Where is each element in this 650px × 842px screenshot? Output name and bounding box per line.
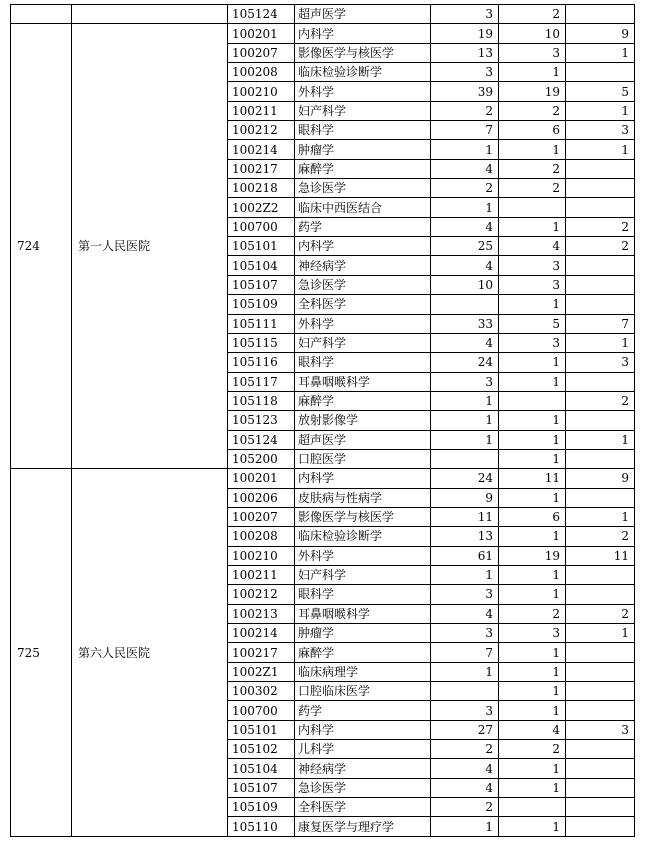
value1-cell: 1 [431,198,499,217]
major-code-cell: 100700 [228,217,295,236]
major-name-cell: 儿科学 [295,740,431,759]
value3-cell: 1 [566,507,635,526]
table-row [11,5,635,24]
value2-cell: 3 [499,256,566,275]
value3-cell: 1 [566,430,635,449]
value2-cell: 1 [499,449,566,468]
major-name-cell: 麻醉学 [295,159,431,178]
major-name-cell: 妇产科学 [295,101,431,120]
major-code-cell: 105117 [228,372,295,391]
major-code-cell: 105102 [228,740,295,759]
value3-cell: 3 [566,720,635,739]
value3-cell: 2 [566,604,635,623]
major-code-cell: 105109 [228,798,295,817]
major-code-cell: 100214 [228,140,295,159]
value3-cell: 2 [566,237,635,256]
major-code-cell: 100700 [228,701,295,720]
major-code-cell: 105101 [228,237,295,256]
value2-cell: 3 [499,624,566,643]
value2-cell: 1 [499,817,566,836]
major-code-cell: 100218 [228,179,295,198]
value1-cell: 10 [431,275,499,294]
value2-cell: 1 [499,662,566,681]
major-name-cell: 麻醉学 [295,391,431,410]
value3-cell [566,701,635,720]
value3-cell: 2 [566,217,635,236]
major-name-cell: 眼科学 [295,585,431,604]
value3-cell: 2 [566,391,635,410]
major-name-cell: 外科学 [295,314,431,333]
value2-cell: 2 [499,179,566,198]
value3-cell: 9 [566,24,635,43]
major-code-cell: 100201 [228,469,295,488]
value3-cell [566,682,635,701]
value2-cell: 1 [499,295,566,314]
value2-cell: 10 [499,24,566,43]
major-code-cell: 105116 [228,353,295,372]
value1-cell: 4 [431,159,499,178]
institution-name-cell: 第六人民医院 [72,469,228,837]
value3-cell [566,798,635,817]
value1-cell: 24 [431,469,499,488]
major-code-cell: 105107 [228,275,295,294]
major-name-cell: 口腔医学 [295,449,431,468]
major-code-cell: 100206 [228,488,295,507]
value3-cell [566,5,635,24]
value3-cell: 9 [566,469,635,488]
major-code-cell: 105107 [228,778,295,797]
major-code-cell: 100208 [228,63,295,82]
value2-cell: 1 [499,217,566,236]
value2-cell: 1 [499,140,566,159]
major-name-cell: 临床检验诊断学 [295,527,431,546]
major-name-cell: 眼科学 [295,121,431,140]
major-name-cell: 妇产科学 [295,565,431,584]
value3-cell: 7 [566,314,635,333]
value1-cell: 19 [431,24,499,43]
value3-cell [566,372,635,391]
value1-cell: 2 [431,798,499,817]
value1-cell: 1 [431,411,499,430]
major-code-cell: 100302 [228,682,295,701]
value3-cell [566,585,635,604]
value2-cell: 1 [499,488,566,507]
value1-cell: 1 [431,817,499,836]
value1-cell: 7 [431,121,499,140]
enrollment-table [10,4,635,837]
major-name-cell: 急诊医学 [295,778,431,797]
value2-cell: 6 [499,121,566,140]
major-name-cell: 眼科学 [295,353,431,372]
value1-cell: 1 [431,662,499,681]
value3-cell [566,295,635,314]
value2-cell: 1 [499,353,566,372]
value1-cell: 2 [431,740,499,759]
value2-cell: 1 [499,701,566,720]
major-code-cell: 105123 [228,411,295,430]
value3-cell: 3 [566,353,635,372]
value1-cell: 3 [431,63,499,82]
table-row [11,469,635,488]
major-name-cell: 肿瘤学 [295,140,431,159]
value2-cell: 6 [499,507,566,526]
major-code-cell: 100207 [228,43,295,62]
value1-cell [431,449,499,468]
value3-cell [566,159,635,178]
value1-cell: 1 [431,565,499,584]
institution-name-cell [72,5,228,24]
value3-cell [566,662,635,681]
major-name-cell: 外科学 [295,546,431,565]
value1-cell: 4 [431,604,499,623]
value1-cell: 24 [431,353,499,372]
value1-cell: 3 [431,585,499,604]
value2-cell: 2 [499,5,566,24]
value2-cell: 1 [499,643,566,662]
major-name-cell: 外科学 [295,82,431,101]
value3-cell: 1 [566,333,635,352]
major-name-cell: 放射影像学 [295,411,431,430]
value3-cell [566,198,635,217]
value1-cell: 13 [431,43,499,62]
value1-cell: 33 [431,314,499,333]
major-code-cell: 105111 [228,314,295,333]
value3-cell [566,759,635,778]
major-name-cell: 神经病学 [295,759,431,778]
major-code-cell: 105124 [228,430,295,449]
value1-cell: 39 [431,82,499,101]
major-name-cell: 药学 [295,701,431,720]
major-name-cell: 临床检验诊断学 [295,63,431,82]
major-code-cell: 100211 [228,565,295,584]
value2-cell: 4 [499,237,566,256]
major-name-cell: 康复医学与理疗学 [295,817,431,836]
table-row [11,24,635,43]
major-name-cell: 口腔临床医学 [295,682,431,701]
value2-cell: 1 [499,63,566,82]
value1-cell [431,295,499,314]
major-name-cell: 临床中西医结合 [295,198,431,217]
value3-cell: 1 [566,101,635,120]
major-name-cell: 耳鼻咽喉科学 [295,604,431,623]
major-code-cell: 100217 [228,159,295,178]
value1-cell: 1 [431,140,499,159]
value1-cell [431,682,499,701]
value2-cell: 2 [499,604,566,623]
major-code-cell: 100212 [228,585,295,604]
major-name-cell: 影像医学与核医学 [295,507,431,526]
value1-cell: 11 [431,507,499,526]
major-code-cell: 100208 [228,527,295,546]
value3-cell [566,275,635,294]
major-name-cell: 皮肤病与性病学 [295,488,431,507]
major-code-cell: 100212 [228,121,295,140]
value3-cell [566,179,635,198]
major-name-cell: 内科学 [295,237,431,256]
value3-cell: 3 [566,121,635,140]
major-code-cell: 105109 [228,295,295,314]
value1-cell: 7 [431,643,499,662]
major-name-cell: 急诊医学 [295,179,431,198]
value1-cell: 4 [431,256,499,275]
value1-cell: 3 [431,701,499,720]
value1-cell: 3 [431,372,499,391]
major-name-cell: 妇产科学 [295,333,431,352]
value1-cell: 3 [431,624,499,643]
value1-cell: 13 [431,527,499,546]
value2-cell: 1 [499,778,566,797]
value2-cell: 3 [499,275,566,294]
major-name-cell: 药学 [295,217,431,236]
value1-cell: 3 [431,5,499,24]
value2-cell: 5 [499,314,566,333]
major-code-cell: 1002Z2 [228,198,295,217]
institution-name-cell: 第一人民医院 [72,24,228,469]
major-code-cell: 100201 [228,24,295,43]
value3-cell [566,488,635,507]
major-name-cell: 内科学 [295,469,431,488]
major-code-cell: 100210 [228,546,295,565]
table-body [11,5,635,837]
value3-cell [566,643,635,662]
major-name-cell: 临床病理学 [295,662,431,681]
major-code-cell: 105200 [228,449,295,468]
value2-cell: 1 [499,759,566,778]
value2-cell: 1 [499,411,566,430]
institution-code-cell [11,5,72,24]
value2-cell: 19 [499,82,566,101]
value2-cell: 1 [499,682,566,701]
value2-cell [499,198,566,217]
major-name-cell: 全科医学 [295,798,431,817]
value3-cell [566,63,635,82]
value2-cell: 1 [499,372,566,391]
value2-cell: 19 [499,546,566,565]
value2-cell [499,798,566,817]
major-code-cell: 105104 [228,759,295,778]
major-code-cell: 105118 [228,391,295,410]
value1-cell: 61 [431,546,499,565]
major-code-cell: 100207 [228,507,295,526]
value3-cell [566,778,635,797]
value2-cell: 1 [499,527,566,546]
major-name-cell: 影像医学与核医学 [295,43,431,62]
institution-code-cell: 724 [11,24,72,469]
major-name-cell: 超声医学 [295,5,431,24]
value1-cell: 4 [431,759,499,778]
major-name-cell: 急诊医学 [295,275,431,294]
major-code-cell: 105104 [228,256,295,275]
value3-cell: 1 [566,624,635,643]
value2-cell: 3 [499,43,566,62]
value3-cell: 2 [566,527,635,546]
major-name-cell: 内科学 [295,24,431,43]
major-name-cell: 全科医学 [295,295,431,314]
major-name-cell: 神经病学 [295,256,431,275]
major-name-cell: 肿瘤学 [295,624,431,643]
value3-cell [566,256,635,275]
value1-cell: 27 [431,720,499,739]
value2-cell: 11 [499,469,566,488]
value3-cell: 1 [566,43,635,62]
major-code-cell: 100213 [228,604,295,623]
value3-cell: 5 [566,82,635,101]
value3-cell: 1 [566,140,635,159]
major-name-cell: 内科学 [295,720,431,739]
value2-cell: 2 [499,159,566,178]
value3-cell [566,817,635,836]
major-name-cell: 超声医学 [295,430,431,449]
major-code-cell: 1002Z1 [228,662,295,681]
major-code-cell: 100217 [228,643,295,662]
major-code-cell: 105124 [228,5,295,24]
major-code-cell: 100214 [228,624,295,643]
value1-cell: 2 [431,101,499,120]
value2-cell: 4 [499,720,566,739]
value2-cell: 3 [499,333,566,352]
value2-cell: 1 [499,585,566,604]
major-name-cell: 耳鼻咽喉科学 [295,372,431,391]
value3-cell: 11 [566,546,635,565]
major-code-cell: 100210 [228,82,295,101]
value2-cell: 1 [499,565,566,584]
value1-cell: 4 [431,333,499,352]
value3-cell [566,565,635,584]
major-code-cell: 105101 [228,720,295,739]
value2-cell: 2 [499,740,566,759]
major-code-cell: 100211 [228,101,295,120]
value3-cell [566,449,635,468]
value1-cell: 1 [431,430,499,449]
institution-code-cell: 725 [11,469,72,837]
major-code-cell: 105110 [228,817,295,836]
value1-cell: 2 [431,179,499,198]
value1-cell: 1 [431,391,499,410]
value1-cell: 4 [431,217,499,236]
value1-cell: 25 [431,237,499,256]
value2-cell [499,391,566,410]
value1-cell: 9 [431,488,499,507]
major-name-cell: 麻醉学 [295,643,431,662]
value2-cell: 1 [499,430,566,449]
value3-cell [566,411,635,430]
value3-cell [566,740,635,759]
value1-cell: 4 [431,778,499,797]
major-code-cell: 105115 [228,333,295,352]
value2-cell: 2 [499,101,566,120]
